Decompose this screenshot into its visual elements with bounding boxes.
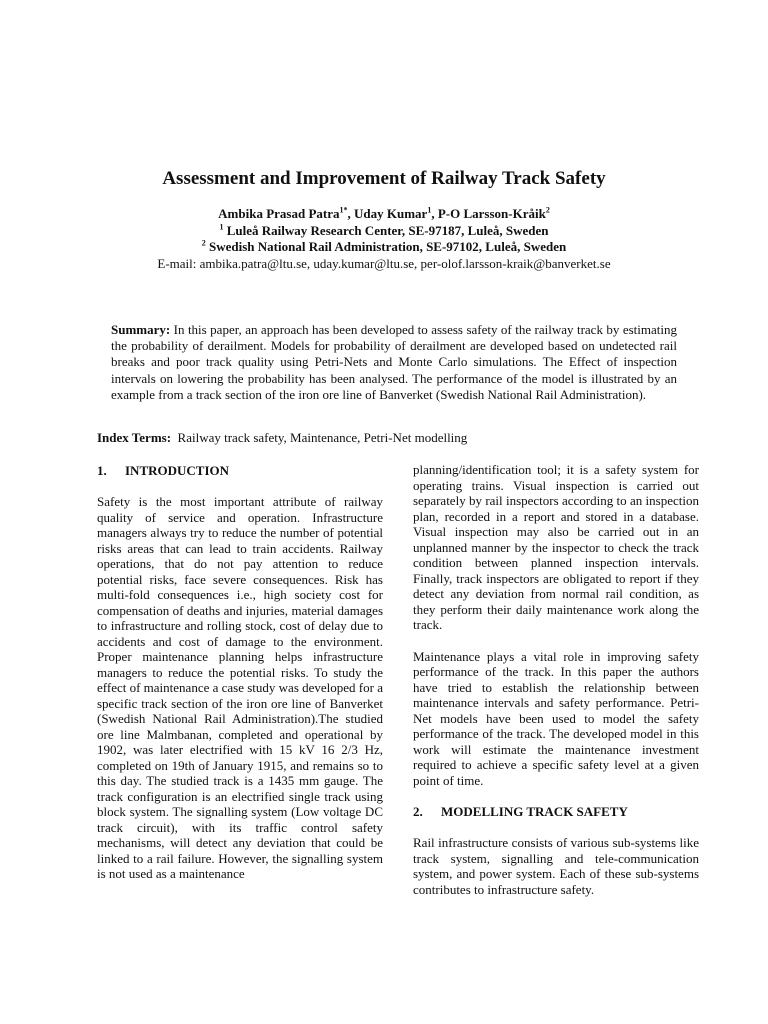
section-2-title: MODELLING TRACK SAFETY bbox=[441, 804, 628, 819]
section-2-paragraph-1: Rail infrastructure consists of various sub-systems like track system, signalling and tele-communication system, and power system. Each of these sub-systems contributes to infrastructure safety. bbox=[413, 835, 699, 897]
section-1-paragraph-1-continued: planning/identification tool; it is a safety system for operating trains. Visual inspection is carried out separately by rail inspectors according to an inspection plan, recorded in a report and stored in a database. Visual inspection may also be carried out in an unplanned manner by the inspector to check the track condition between planned inspection intervals. Finally, track inspectors are obligated to report if they detect any deviation from normal rail condition, as they perform their daily maintenance work along the track. bbox=[413, 462, 699, 632]
section-1-title: INTRODUCTION bbox=[125, 463, 230, 478]
affiliation-1 bbox=[0, 223, 768, 240]
author-3-sup: 2 bbox=[545, 205, 550, 215]
right-column bbox=[413, 462, 699, 897]
affiliation-2-text: Swedish National Rail Administration, SE-97102, Luleå, Sweden bbox=[205, 239, 567, 254]
affiliation-2 bbox=[0, 239, 768, 256]
author-1-sup: 1* bbox=[339, 205, 348, 215]
author-line bbox=[0, 206, 768, 223]
paper-title: Assessment and Improvement of Railway Track Safety bbox=[162, 168, 606, 189]
author-2: , Uday Kumar bbox=[347, 206, 428, 221]
summary-abstract bbox=[111, 322, 677, 403]
affiliation-1-text: Luleå Railway Research Center, SE-97187, Luleå, Sweden bbox=[223, 222, 549, 238]
author-2-sup: 1 bbox=[427, 205, 432, 215]
section-1-heading bbox=[97, 463, 383, 479]
index-terms-text: Railway track safety, Maintenance, Petri-Net modelling bbox=[171, 430, 468, 445]
author-1: Ambika Prasad Patra bbox=[218, 206, 340, 221]
summary-label: Summary: bbox=[111, 322, 171, 337]
section-2-number: 2. bbox=[413, 804, 423, 819]
affiliation-1-sup: 1 bbox=[219, 222, 224, 232]
section-1-paragraph-1: Safety is the most important attribute of railway quality of service and operation. Infrastructure managers always try to reduce the number of potential risks areas that can lead to train accidents. Railway operations, that do not pay attention to reduce potential risks, face severe consequences. Risk has multi-fold consequences i.e., high society cost for compensation of deaths and injuries, material damages to infrastructure and rolling stock, cost of delay due to accidents and cost of damage to the environment. Proper maintenance planning helps infrastructure managers to reduce the potential risks. To study the effect of maintenance a case study was developed for a specific track section of the iron ore line of Banverket (Swedish National Rail Administration).The studied ore line Malmbanan, completed and operational by 1902, was later electrified with 15 kV 16 2/3 Hz, completed on 19th of January 1915, and remains so to this day. The studied track is a 1435 mm gauge. The track configuration is an electrified single track using block system. The signalling system (Low voltage DC track circuit), with its traffic control safety mechanisms, will detect any deviation that could be linked to a rail failure. However, the signalling system is not used as a maintenance bbox=[97, 494, 383, 881]
affiliation-2-sup: 2 bbox=[201, 238, 206, 248]
index-terms bbox=[97, 430, 697, 447]
section-1-number: 1. bbox=[97, 463, 107, 478]
email-line: E-mail: ambika.patra@ltu.se, uday.kumar@ltu.se, per-olof.larsson-kraik@banverket.se bbox=[157, 255, 611, 271]
section-2-heading bbox=[413, 804, 699, 820]
author-3: , P-O Larsson-Kråik bbox=[431, 206, 546, 221]
author-block bbox=[0, 206, 768, 272]
index-terms-label: Index Terms: bbox=[97, 430, 172, 445]
summary-text: In this paper, an approach has been developed to assess safety of the railway track by estimating the probability of derailment. Models for probability of derailment are developed based on undetected rail breaks and poor track quality using Petri-Nets and Monte Carlo simulations. The Effect of inspection intervals on lowering the probability has been analysed. The performance of the model is illustrated by an example from a track section of the iron ore line of Banverket (Swedish National Rail Administration). bbox=[111, 322, 677, 402]
section-1-paragraph-2: Maintenance plays a vital role in improving safety performance of the track. In this paper the authors have tried to establish the relationship between maintenance intervals and safety performance. Petri-Net models have been used to model the safety performance of the track. The developed model in this work will estimate the maintenance investment required to achieve a specific safety level at a given point of time. bbox=[413, 648, 699, 788]
left-column bbox=[97, 462, 383, 882]
